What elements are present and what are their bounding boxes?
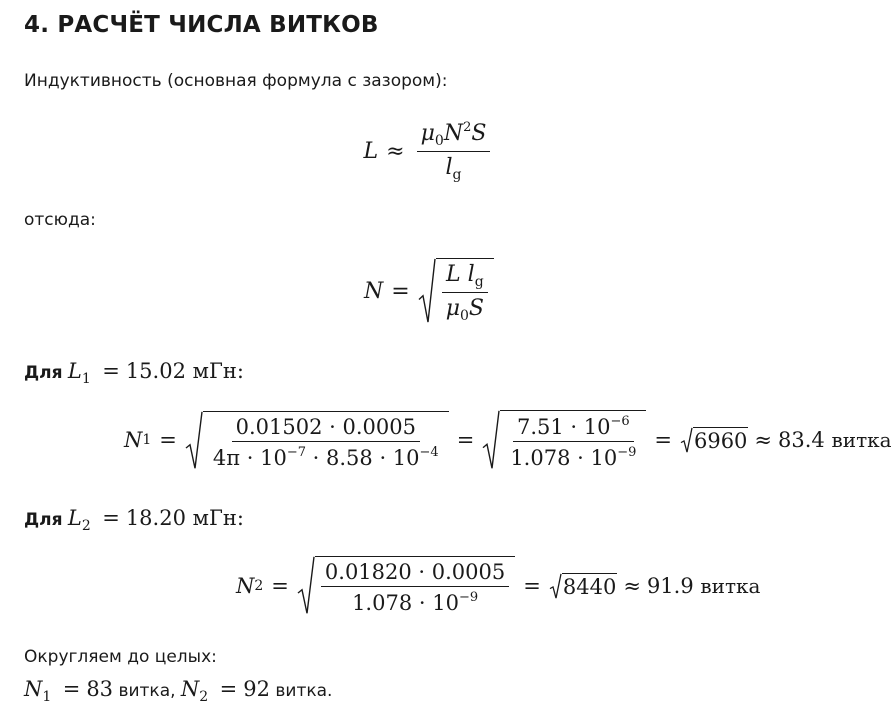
formula-N1: [124, 410, 892, 470]
N1-final-value: 83: [86, 677, 114, 701]
den-part: 4π · 10: [212, 445, 287, 470]
turns-fraction: [442, 262, 488, 324]
radical-sign-icon: [680, 427, 693, 453]
fraction-numerator: 0.01502 · 0.0005: [232, 415, 420, 442]
sqrt-value: 8440: [562, 574, 617, 599]
mu-symbol: μ: [445, 296, 460, 321]
equals-sign: =: [271, 573, 289, 598]
fraction-denominator: [348, 587, 482, 615]
fraction-numerator: 0.01820 · 0.0005: [321, 560, 509, 587]
L-symbol: L: [363, 139, 379, 164]
N2-symbol: N: [236, 573, 255, 598]
formula-N2: [236, 556, 760, 615]
exponent: −6: [610, 414, 630, 429]
square-root: [418, 258, 494, 324]
L1-symbol: L: [67, 359, 82, 383]
fraction-numerator: [417, 120, 491, 152]
for-label: Для: [24, 510, 63, 530]
N1-symbol: N: [124, 428, 143, 452]
l-subscript: g: [474, 274, 484, 290]
N2-result: 91.9: [646, 573, 694, 598]
N1-fraction-2: [506, 414, 640, 470]
formula-turns: [24, 258, 834, 324]
N2-final-value: 92: [243, 677, 270, 701]
L-symbol: L: [446, 262, 461, 287]
num-part: 7.51 · 10: [516, 415, 611, 439]
S-symbol: S: [471, 121, 487, 146]
den-part: · 8.58 · 10: [306, 445, 420, 470]
l-symbol: l: [467, 262, 475, 287]
radical-sign-icon: [549, 573, 562, 599]
period: .: [327, 681, 333, 701]
inductance-intro-text: Индуктивность (основная формула с зазором):: [24, 71, 448, 91]
square-root-1: [297, 556, 515, 615]
L1-value: 15.02 мГн:: [125, 359, 244, 383]
approx-sign: ≈: [623, 573, 641, 598]
final-result-line: [24, 678, 332, 708]
l-subscript: g: [452, 167, 462, 183]
mu-symbol: μ: [420, 121, 435, 146]
inductance-fraction: [417, 120, 491, 183]
fraction-numerator: [442, 262, 488, 293]
mu-subscript: 0: [460, 308, 469, 324]
N-superscript: 2: [463, 120, 472, 135]
separator: ,: [170, 681, 176, 701]
equals-sign: =: [391, 278, 410, 304]
turns-unit: витка: [275, 681, 328, 701]
equals-sign: =: [102, 359, 120, 383]
formula-inductance: [24, 120, 834, 183]
square-root-2: [482, 410, 646, 470]
approx-sign: ≈: [754, 428, 773, 452]
N1-fraction-1: [209, 415, 443, 470]
equals-sign: =: [62, 677, 81, 701]
hence-text: отсюда:: [24, 210, 96, 230]
den-part: 1.078 · 10: [510, 446, 618, 470]
section-title: 4. РАСЧЁТ ЧИСЛА ВИТКОВ: [24, 12, 379, 38]
exponent: −4: [419, 444, 439, 460]
turns-unit: витка: [700, 573, 761, 598]
N1-subscript: 1: [142, 432, 152, 448]
case2-label: [24, 507, 244, 537]
equals-sign: =: [456, 428, 475, 452]
square-root-3: [680, 427, 748, 453]
exponent: −9: [617, 445, 637, 460]
square-root-1: [185, 411, 449, 470]
N2-fraction: [321, 560, 509, 615]
fraction-denominator: [209, 442, 443, 470]
equals-sign: =: [219, 677, 238, 701]
N1-result: 83.4: [778, 428, 825, 452]
S-symbol: S: [468, 296, 484, 321]
radical-sign-icon: [297, 556, 315, 615]
approx-sign: ≈: [386, 139, 405, 164]
radical-sign-icon: [482, 410, 500, 470]
radical-sign-icon: [185, 411, 203, 470]
fraction-denominator: [442, 152, 466, 183]
equals-sign: =: [523, 573, 541, 598]
mu-subscript: 0: [434, 133, 444, 149]
equals-sign: =: [159, 428, 177, 452]
turns-unit: витка: [831, 428, 892, 452]
sqrt-value: 6960: [693, 429, 748, 453]
N1-symbol: N: [24, 677, 43, 701]
for-label: Для: [24, 363, 63, 383]
L2-symbol: L: [67, 506, 82, 530]
N-symbol: N: [443, 121, 464, 146]
fraction-denominator: [442, 293, 488, 324]
equals-sign: =: [654, 428, 672, 452]
L2-value: 18.20 мГн:: [125, 506, 244, 530]
square-root-2: [549, 573, 617, 599]
fraction-numerator: [513, 414, 634, 442]
L1-subscript: 1: [81, 371, 91, 387]
N2-subscript: 2: [199, 689, 209, 705]
N1-subscript: 1: [42, 689, 52, 705]
exponent: −9: [458, 590, 479, 605]
l-symbol: l: [445, 155, 453, 180]
rounding-intro-text: Округляем до целых:: [24, 647, 217, 667]
N-symbol: N: [364, 278, 384, 304]
N2-symbol: N: [180, 677, 200, 701]
radical-sign-icon: [418, 258, 436, 324]
N2-subscript: 2: [254, 577, 264, 594]
equals-sign: =: [102, 506, 120, 530]
L2-subscript: 2: [81, 518, 91, 534]
exponent: −7: [286, 444, 306, 460]
fraction-denominator: [506, 442, 640, 470]
den-part: 1.078 · 10: [352, 591, 459, 615]
case1-label: [24, 360, 244, 390]
turns-unit: витка: [118, 681, 171, 701]
